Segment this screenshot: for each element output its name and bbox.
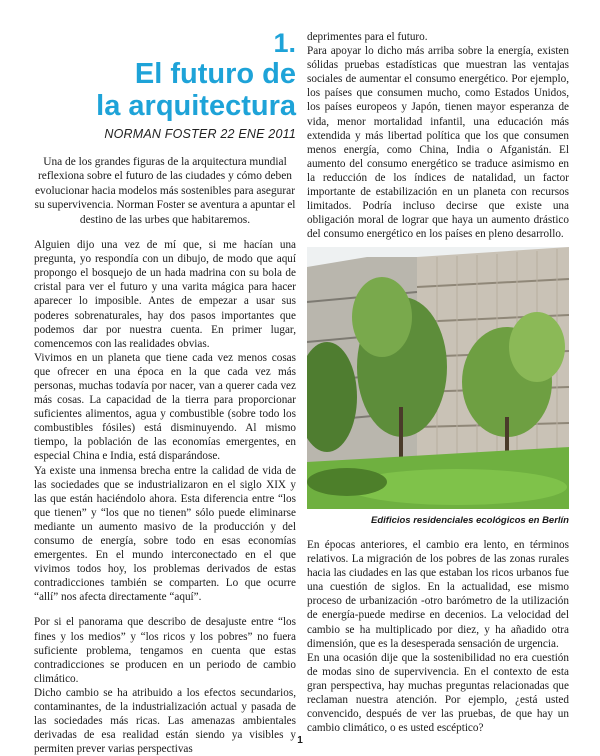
body-paragraph: deprimentes para el futuro. bbox=[307, 31, 428, 43]
right-column-bottom bbox=[307, 538, 569, 735]
building-photo bbox=[307, 247, 569, 509]
body-paragraph: Vivimos en un planeta que tiene cada vez menos cosas que ofrecer en una época en la que cada vez más personas, muchas todavía por nacer, van a querer cada vez más cosas. La capacidad de la tierra para proporcionar suficientes alimentos, agua y combustible (sobre todo los combustibles fósiles) está disminuyendo. Al mismo tiempo, la población de las economías emergentes, en especial China e India, está disparándose. bbox=[34, 351, 296, 463]
body-paragraph: Por si el panorama que describo de desajuste entre “los fines y los medios” y “los ricos y los pobres” no fuera suficiente problema, tengamos en cuenta que estas contradicciones se producen en un periodo de cambio climático. bbox=[34, 616, 296, 685]
body-paragraph: En una ocasión dije que la sostenibilidad no era cuestión de modas sino de supervivencia. En el contexto de esta gran perspectiva, hay muchas preguntas relacionadas que reclaman nuestra atención. Por ejemplo, ¿está usted convencido, después de ver las pruebas, de que hay un cambio climático, o es usted escéptico? bbox=[307, 651, 569, 735]
building-photo-illustration bbox=[307, 247, 569, 509]
body-paragraph: Ya existe una inmensa brecha entre la calidad de vida de las sociedades que se industrializaron en el siglo XIX y las que están haciéndolo ahora. Esta diferencia entre “los que tienen” y “los que no tienen” sólo puede eliminarse mediante un aumento masivo de la producción y del consumo de energía, sobre todo en esas economías emergentes. En el mundo interconectado en el que vivimos todos hoy, los problemas derivados de estas contradicciones también se comparten. Lo que ocurre “allí” nos afecta directamente “aquí”. bbox=[34, 464, 296, 604]
article-number: 1. bbox=[273, 28, 296, 58]
author-byline: NORMAN FOSTER 22 ENE 2011 bbox=[104, 127, 296, 141]
body-paragraph: Alguien dijo una vez de mí que, si me hacían una pregunta, yo respondía con un dibujo, de modo que aquí propongo el bosquejo de un hada madrina con su bola de cristal para ver el futuro y una varita mágica para hacer aparecer lo imposible. Antes de empezar a usar sus poderes sobrenaturales, hay dos pasos importantes que podemos dar por nuestra cuenta. En primer lugar, comencemos con las realidades obvias. bbox=[34, 239, 296, 350]
photo-caption: Edificios residenciales ecológicos en Berlín bbox=[371, 515, 569, 526]
right-column-top bbox=[307, 30, 569, 241]
lead-paragraph: Una de los grandes figuras de la arquitectura mundial reflexiona sobre el futuro de las ciudades y cómo deben evolucionar hacia modelos más sostenibles para asegurar su supervivencia. Norman Foster se aventura a apuntar el destino de las urbes que habitaremos. bbox=[34, 156, 296, 226]
article-title-line2: la arquitectura bbox=[96, 90, 296, 122]
body-paragraph: En épocas anteriores, el cambio era lento, en términos relativos. La migración de los pobres de las zonas rurales hacia las ciudades en las que estaban los ricos urbanos fue una cuestión de siglos. En la actualidad, ese mismo proceso de urbanización -otro barómetro de la utilización de energía-puede medirse en decenios. La velocidad del cambio se ha multiplicado por diez, y ha añadido otra dimensión, que es la desesperada sensación de urgencia. bbox=[307, 539, 569, 650]
body-paragraph: Para apoyar lo dicho más arriba sobre la energía, existen sólidas pruebas estadísticas que muestran las ventajas sociales de aumentar el consumo energético. Por ejemplo, los países que consumen mucho, como Estados Unidos, los países europeos y Japón, tienen mayor esperanza de vida, menor mortalidad infantil, una educación más extendida y más libertad política que los que consumen menos energía, como China, India o Afganistán. El aumento del consumo energético se traduce asimismo en la reducción de los índices de natalidad, un factor importante de estabilización en un planeta con recursos limitados. Podría incluso decirse que existe una obligación moral de lograr que haya un aumento drástico del consumo energético en los países en pleno desarrollo. bbox=[307, 45, 569, 241]
body-paragraph: Dicho cambio se ha atribuido a los efectos secundarios, contaminantes, de la industrialización actual y pasada de las sociedades más ricas. Las amenazas ambientales derivadas de esa realidad están siendo ya visibles y permiten prever varias perspectivas bbox=[34, 686, 296, 756]
left-column bbox=[34, 30, 296, 756]
article-title-line1: El futuro de bbox=[134, 58, 296, 90]
page-number: 1 bbox=[297, 735, 303, 746]
